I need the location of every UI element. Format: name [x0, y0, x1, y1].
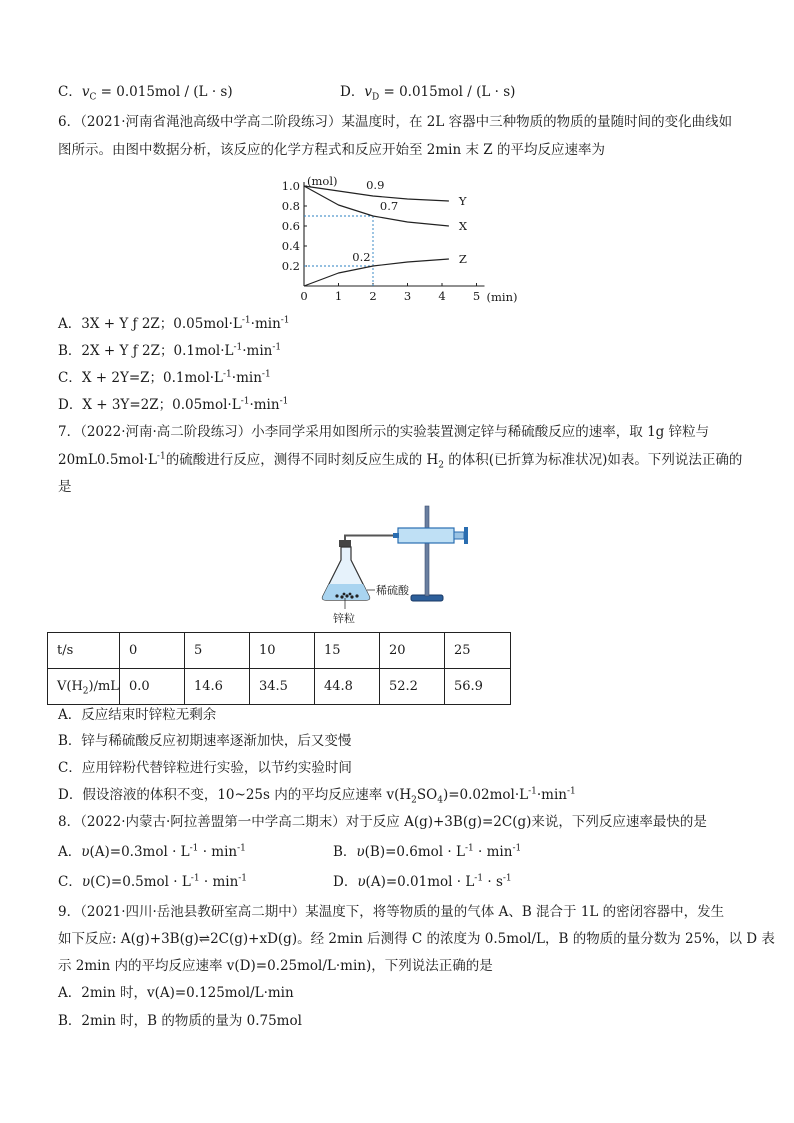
q9-option-b: B．2min 时，B 的物质的量为 0.75mol: [58, 1013, 302, 1029]
table-cell: 0.0: [120, 669, 185, 705]
table-cell: 20: [380, 633, 445, 669]
x-tick-label: 5: [472, 289, 481, 303]
q7-data-table: [47, 632, 511, 705]
series-label-Z: Z: [458, 252, 467, 266]
table-row-volume: [48, 669, 511, 705]
q9-option-a: A．2min 时，v(A)=0.125mol/L·min: [58, 985, 294, 1001]
table-cell: 10: [250, 633, 315, 669]
table-cell: 0: [120, 633, 185, 669]
series-line-X: [304, 186, 449, 226]
q7-stem-line2: $20mL0.5mol\cdot L^{-1}$的硫酸进行反应，测得不同时刻反应生成的 $H_2$ 的体积(已折算为标准状况)如表。下列说法正确的: [58, 451, 743, 471]
acid-liquid: [322, 584, 369, 600]
q9-stem-line2: 如下反应: A(g)+3B(g)⇌2C(g)+xD(g)。经 2min 后测得 C 的浓度为 0.5mol/L，B 的物质的量分数为 25%，以 D 表: [58, 931, 775, 947]
q6-option-b: B．2X + Y ƒ 2Z；$0.1mol\cdot L^{-1}\cdot\min^{-1}$: [58, 342, 282, 359]
annotation-0-2: 0.2: [352, 250, 371, 264]
x-tick-label: 0: [300, 289, 308, 303]
syringe-barrel: [398, 528, 454, 543]
table-cell: 5: [185, 633, 250, 669]
table-row-time: [48, 633, 511, 669]
q7-option-d: D．假设溶液的体积不变，10~25s 内的平均反应速率 $v(H_2SO_4)=0.02mol\cdot L^{-1}\cdot\min^{-1}$: [58, 786, 576, 806]
table-cell: 34.5: [250, 669, 315, 705]
q8-option-d: D．$\upsilon(A)=0.01mol \cdot L^{-1} \cdot s^{-1}$: [333, 873, 512, 890]
table-header-volume: $V(H_2)/mL$: [48, 669, 120, 705]
q6-option-a: A．3X + Y ƒ 2Z；$0.05mol\cdot L^{-1}\cdot\min^{-1}$: [58, 315, 290, 332]
table-header-time: t/s: [48, 633, 120, 669]
annotation-0-9: 0.9: [366, 178, 385, 192]
connecting-tube: [345, 536, 393, 543]
q7-option-b: B．锌与稀硫酸反应初期速率逐渐加快，后又变慢: [58, 733, 352, 749]
y-axis-label: (mol): [307, 174, 338, 188]
syringe-tip: [393, 533, 399, 538]
table-cell: 14.6: [185, 669, 250, 705]
table-cell: 44.8: [315, 669, 380, 705]
q5-option-c: C．$v_C = 0.015mol / (L \cdot s)$: [58, 84, 233, 103]
x-tick-label: 2: [369, 289, 377, 303]
series-line-Z: [304, 259, 449, 286]
q6-option-d: D．X + 3Y=2Z；$0.05mol\cdot L^{-1}\cdot\min^{-1}$: [58, 396, 289, 413]
q6-chart: [270, 162, 520, 307]
x-tick-label: 4: [438, 289, 446, 303]
annotation-0-7: 0.7: [379, 199, 399, 213]
y-tick-label: 0.2: [281, 259, 300, 273]
q7-stem-line3: 是: [58, 479, 72, 495]
q6-stem-line2: 图所示。由图中数据分析，该反应的化学方程式和反应开始至 2min 末 Z 的平均反应速率为: [58, 142, 605, 158]
x-tick-label: 3: [403, 289, 412, 303]
q9-stem-line3: 示 2min 内的平均反应速率 v(D)=0.25mol/L·min)，下列说法正确的是: [58, 958, 493, 974]
q8-option-a: A．$\upsilon(A)=0.3mol \cdot L^{-1} \cdot \min^{-1}$: [58, 843, 246, 860]
table-cell: 15: [315, 633, 380, 669]
q7-option-c: C．应用锌粉代替锌粒进行实验，以节约实验时间: [58, 760, 352, 776]
acid-label: 稀硫酸: [376, 584, 409, 597]
q6-option-c: C．X + 2Y=Z；$0.1mol\cdot L^{-1}\cdot\min^{-1}$: [58, 369, 271, 386]
series-label-X: X: [458, 219, 468, 233]
flask-stopper: [339, 540, 351, 547]
syringe-handle: [464, 527, 468, 544]
y-tick-label: 0.4: [281, 239, 300, 253]
q8-option-b: B．$\upsilon(B)=0.6mol \cdot L^{-1} \cdot \min^{-1}$: [333, 843, 522, 860]
stand-rod: [425, 506, 429, 596]
q5-option-d: D．$v_D = 0.015mol / (L \cdot s)$: [340, 84, 516, 103]
table-cell: 52.2: [380, 669, 445, 705]
series-label-Y: Y: [458, 194, 467, 208]
q6-stem-line1: 6．（2021·河南省渑池高级中学高二阶段练习）某温度时，在 2L 容器中三种物质的物质的量随时间的变化曲线如: [58, 114, 733, 130]
table-cell: 25: [445, 633, 511, 669]
q8-stem: 8．（2022·内蒙古·阿拉善盟第一中学高二期末）对于反应 A(g)+3B(g)=2C(g)来说，下列反应速率最快的是: [58, 814, 707, 830]
y-tick-label: 1.0: [281, 179, 300, 193]
x-tick-label: 1: [334, 289, 343, 303]
table-cell: 56.9: [445, 669, 511, 705]
y-tick-label: 0.6: [281, 219, 300, 233]
q8-option-c: C．$\upsilon(C)=0.5mol \cdot L^{-1} \cdot \min^{-1}$: [58, 873, 248, 890]
q7-stem-line1: 7．（2022·河南·高二阶段练习）小李同学采用如图所示的实验装置测定锌与稀硫酸反应的速率，取 1g 锌粒与: [58, 424, 710, 440]
q7-option-a: A．反应结束时锌粒无剩余: [58, 707, 217, 723]
syringe-plunger: [454, 532, 464, 539]
x-axis-label: (min): [486, 290, 518, 304]
y-tick-label: 0.8: [281, 199, 300, 213]
zinc-label: 锌粒: [333, 612, 355, 625]
q7-apparatus-figure: [315, 498, 485, 628]
q9-stem-line1: 9．（2021·四川·岳池县教研室高二期中）某温度下，将等物质的量的气体 A、B 混合于 1L 的密闭容器中，发生: [58, 904, 725, 920]
